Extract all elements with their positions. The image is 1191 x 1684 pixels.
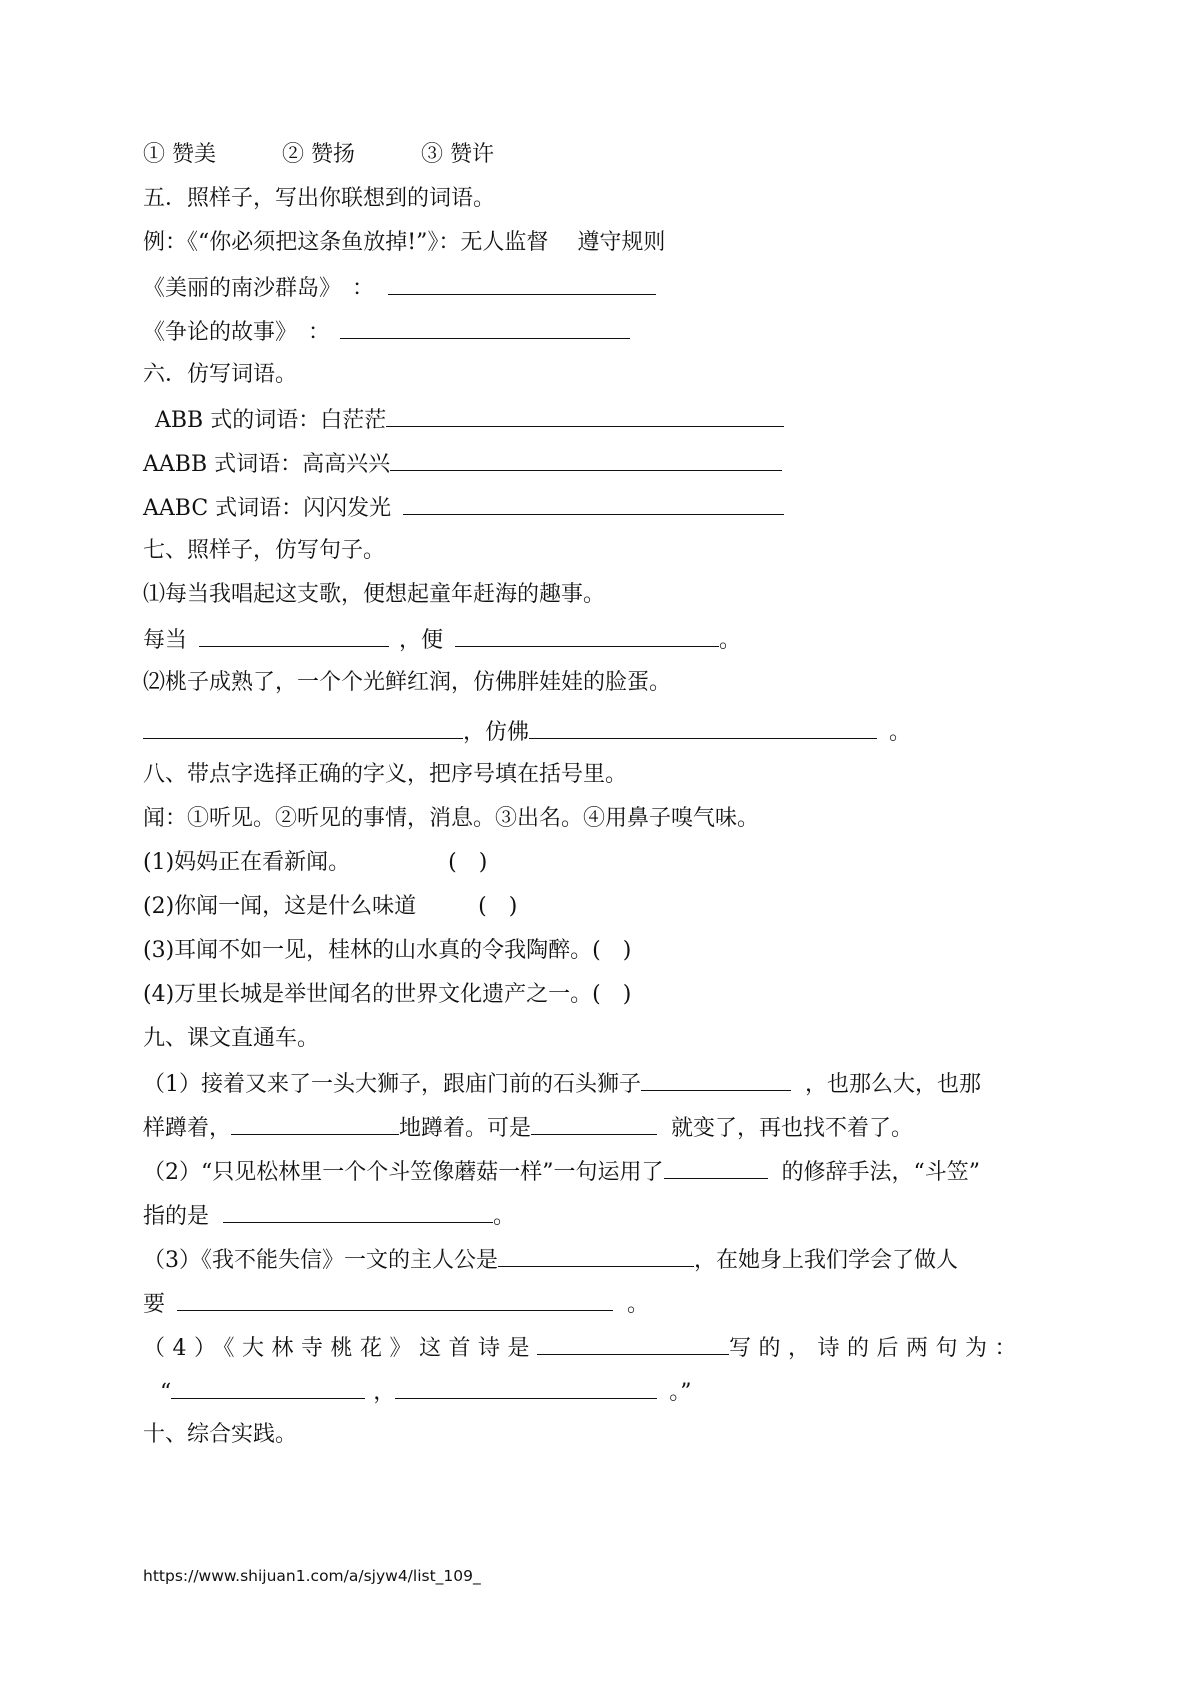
answer-paren[interactable]: ( ) [448,850,488,875]
text: （3）《我不能失信》一文的主人公是 [143,1248,498,1273]
answer-blank[interactable] [455,624,719,647]
section-9-q4-line2 [160,1376,692,1408]
item-label: AABB 式词语：高高兴兴 [143,452,391,477]
section-9-q1-line1 [143,1068,981,1100]
answer-blank[interactable] [531,1112,657,1135]
text: 。 [719,628,742,653]
item-label: 《争论的故事》 ： [143,320,331,345]
section-9-q3-line1 [143,1244,958,1276]
answer-blank[interactable] [386,404,784,427]
text: ，也那么大，也那 [805,1072,982,1097]
answer-blank[interactable] [177,1288,613,1311]
answer-blank[interactable] [223,1200,493,1223]
text: 写的，诗的后两句为： [729,1336,1025,1361]
section-8-q4: (4)万里长城是举世闻名的世界文化遗产之一。( ) [143,982,632,1007]
section-9-heading: 九、课文直通车。 [143,1026,320,1051]
answer-blank[interactable] [143,716,463,739]
text: 。” [669,1380,692,1405]
section-8-q3: (3)耳闻不如一见，桂林的山水真的令我陶醉。( ) [143,938,632,963]
answer-blank[interactable] [171,1376,365,1399]
item-label: 《美丽的南沙群岛》 ： [143,276,375,301]
text: 。 [493,1204,516,1229]
text: （1）接着又来了一头大狮子，跟庙门前的石头狮子 [143,1072,641,1097]
text: 每当 [143,628,188,653]
text: 指的是 [143,1204,210,1229]
item-label: ABB 式的词语：白茫茫 [155,408,387,433]
section-9-q2-line2 [143,1200,515,1232]
section-7-q1-answer [143,624,741,656]
section-10-heading: 十、综合实践。 [143,1422,298,1447]
text: 地蹲着。可是 [399,1116,532,1141]
text: ， [373,1380,396,1405]
section-9-q3-line2 [143,1288,649,1320]
item-label: AABC 式词语：闪闪发光 [143,496,392,521]
option-3: ③ 赞许 [421,142,494,167]
text: 。 [627,1292,650,1317]
section-6-item-1 [155,404,784,436]
answer-blank[interactable] [641,1068,791,1091]
text: 就变了，再也找不着了。 [671,1116,914,1141]
answer-blank[interactable] [664,1156,768,1179]
section-8-meanings: 闻：①听见。②听见的事情，消息。③出名。④用鼻子嗅气味。 [143,806,760,831]
section-7-q2: ⑵桃子成熟了，一个个光鲜红润，仿佛胖娃娃的脸蛋。 [143,670,672,695]
section-9-q2-line1 [143,1156,980,1188]
option-1: ① 赞美 [143,142,216,167]
text: （4）《大林寺桃花》这首诗是 [143,1336,537,1361]
text: 样蹲着， [143,1116,232,1141]
answer-blank[interactable] [537,1332,729,1355]
section-6-item-2 [143,448,782,480]
options-row [143,140,494,170]
answer-blank[interactable] [388,272,656,295]
section-8-q2 [143,892,517,922]
text: (2)你闻一闻，这是什么味道 [143,894,417,919]
answer-blank[interactable] [403,492,784,515]
section-5-item-2 [143,316,630,348]
section-7-q2-answer [143,716,911,748]
answer-blank[interactable] [340,316,630,339]
section-5-item-1 [143,272,656,304]
section-6-heading: 六．仿写词语。 [143,362,298,387]
footer-url[interactable]: https://www.shijuan1.com/a/sjyw4/list_109_ [143,1567,481,1585]
text: （2）“只见松林里一个个斗笠像蘑菇一样”一句运用了 [143,1160,664,1185]
section-6-item-3 [143,492,784,524]
text: ，在她身上我们学会了做人 [694,1248,959,1273]
section-7-heading: 七、照样子，仿写句子。 [143,538,386,563]
text: “ [160,1380,172,1405]
answer-blank[interactable] [390,448,782,471]
section-7-q1: ⑴每当我唱起这支歌，便想起童年赶海的趣事。 [143,582,606,607]
text: 的修辞手法，“斗笠” [781,1160,980,1185]
answer-paren[interactable]: ( ) [478,894,518,919]
section-5-heading: 五．照样子，写出你联想到的词语。 [143,186,496,211]
text: ，便 [399,628,444,653]
section-5-example: 例：《“你必须把这条鱼放掉!”》：无人监督 遵守规则 [143,230,666,255]
answer-blank[interactable] [529,716,877,739]
section-8-q1 [143,848,487,878]
section-8-heading: 八、带点字选择正确的字义，把序号填在括号里。 [143,762,628,787]
section-9-q1-line2 [143,1112,913,1144]
text: (1)妈妈正在看新闻。 [143,850,351,875]
answer-blank[interactable] [231,1112,399,1135]
section-9-q4-line1 [143,1332,1024,1364]
answer-blank[interactable] [199,624,389,647]
text: 。 [889,720,912,745]
text: ，仿佛 [463,720,530,745]
answer-blank[interactable] [498,1244,694,1267]
text: 要 [143,1292,166,1317]
option-2: ② 赞扬 [282,142,355,167]
answer-blank[interactable] [395,1376,657,1399]
